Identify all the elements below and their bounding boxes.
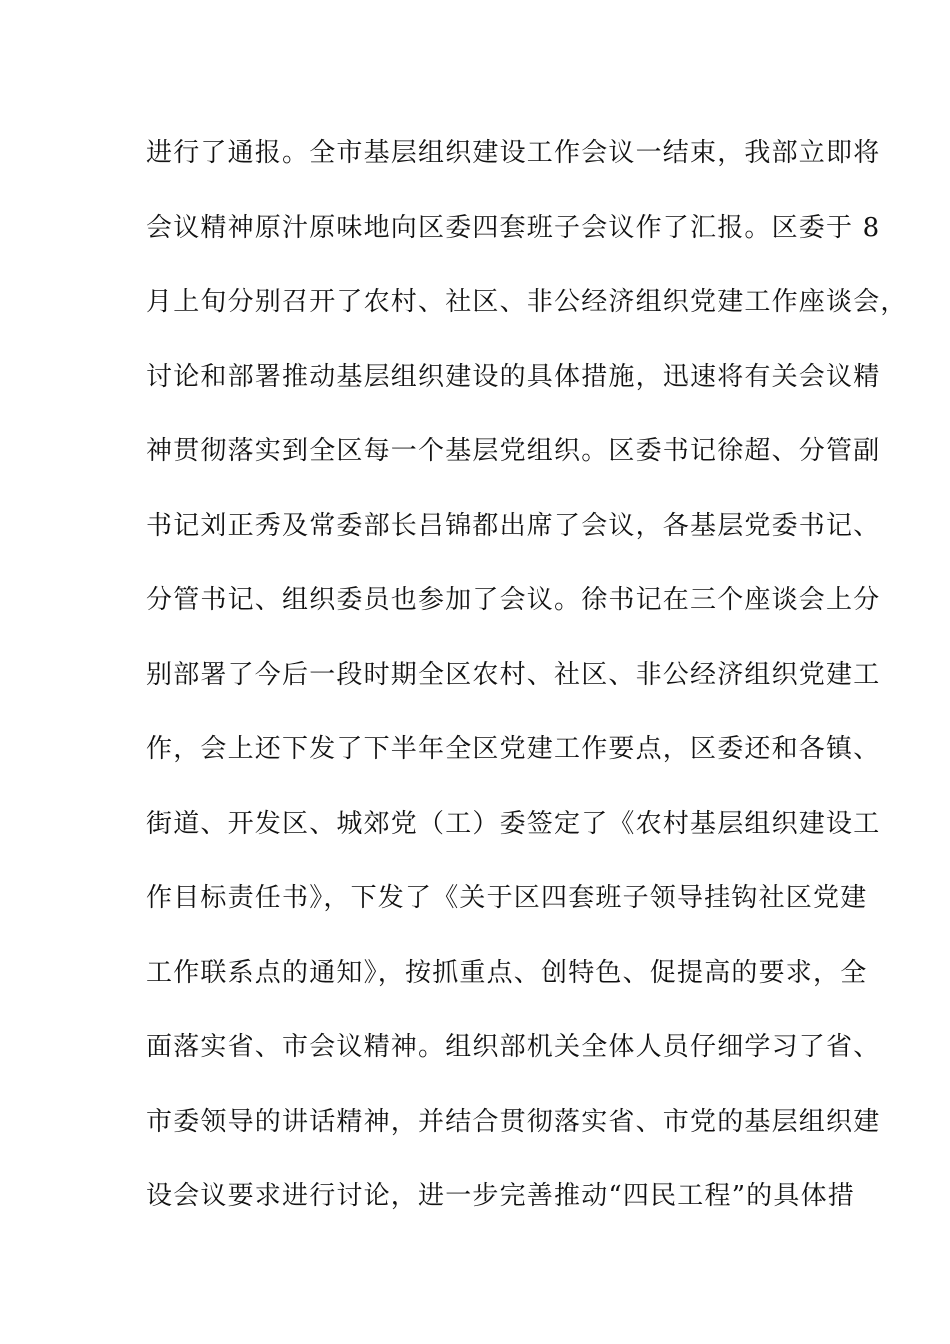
text-line: 设会议要求进行讨论，进一步完善推动“四民工程”的具体措	[146, 1181, 855, 1211]
text-line: 别部署了今后一段时期全区农村、社区、非公经济组织党建工	[146, 659, 881, 690]
text-line: 街道、开发区、城郊党（工）委签定了《农村基层组织建设工	[146, 808, 881, 839]
text-line: 讨论和部署推动基层组织建设的具体措施，迅速将有关会议精	[146, 361, 881, 392]
text-line: 神贯彻落实到全区每一个基层党组织。区委书记徐超、分管副	[146, 436, 881, 466]
text-line: 书记刘正秀及常委部长吕锦都出席了会议，各基层党委书记、	[146, 510, 881, 541]
text-line: 市委领导的讲话精神，并结合贯彻落实省、市党的基层组织建	[146, 1106, 881, 1137]
text-line: 分管书记、组织委员也参加了会议。徐书记在三个座谈会上分	[146, 585, 881, 615]
body-paragraph	[146, 131, 908, 1249]
text-line: 工作联系点的通知》，按抓重点、创特色、促提高的要求，全	[146, 957, 868, 988]
text-line: 月上旬分别召开了农村、社区、非公经济组织党建工作座谈会，	[146, 287, 908, 317]
text-line: 面落实省、市会议精神。组织部机关全体人员仔细学习了省、	[146, 1032, 881, 1062]
text-line: 会议精神原汁原味地向区委四套班子会议作了汇报。区委于 8	[146, 212, 881, 243]
text-line: 进行了通报。全市基层组织建设工作会议一结束，我部立即将	[146, 138, 881, 168]
text-line: 作，会上还下发了下半年全区党建工作要点，区委还和各镇、	[146, 734, 881, 764]
text-line: 作目标责任书》，下发了《关于区四套班子领导挂钩社区党建	[146, 883, 868, 913]
